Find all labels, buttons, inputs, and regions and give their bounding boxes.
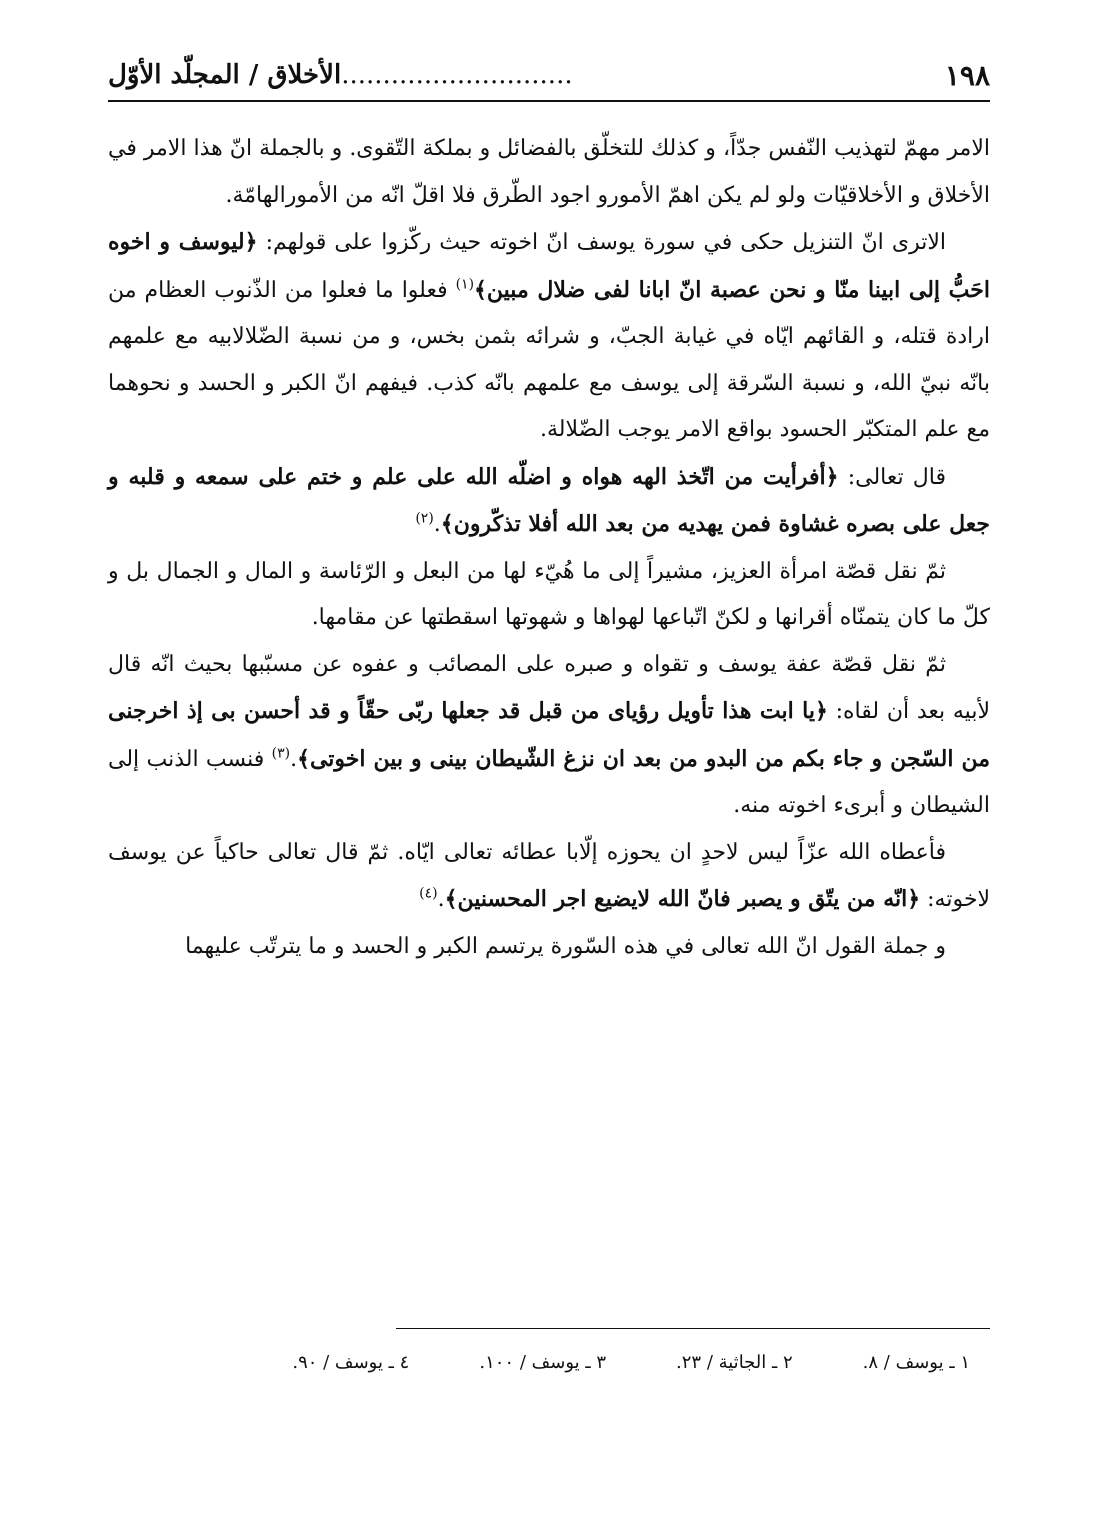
paragraph-6 bbox=[108, 830, 990, 924]
paragraph-3 bbox=[108, 454, 990, 549]
page-number: ١٩٨ bbox=[944, 58, 990, 92]
text-run: الاترى انّ التنزيل حكى في سورة يوسف انّ اخوته حيث ركّزوا على قولهم: bbox=[257, 230, 946, 255]
text-run: فنسب الذنب إلى الشيطان و أبرىء اخوته منه. bbox=[108, 746, 990, 818]
leader-dots: ............................ bbox=[341, 60, 573, 90]
text-run: الامر مهمّ لتهذيب النّفس جدّاً، و كذلك للتخلّق بالفضائل و بملكة التّقوى. و بالجملة انّ هذا الامر في الأخلاق و الأخلاقيّات ولو لم يكن اهمّ الأمورو اجود الطّرق فلا اقلّ انّه من الأمورالهامّة. bbox=[108, 136, 990, 208]
footnotes bbox=[108, 1352, 990, 1373]
text-run: . bbox=[290, 746, 298, 772]
footnote-2: ٢ ـ الجاثية / ٢٣. bbox=[676, 1352, 793, 1373]
quran-quote: ﴿ليوسف و اخوه احَبُّ إلى ابينا منّا و نحن عصبة انّ ابانا لفى ضلال مبين﴾ bbox=[108, 229, 990, 303]
text-run: . bbox=[433, 512, 441, 537]
footnote-4: ٤ ـ يوسف / ٩٠. bbox=[292, 1352, 410, 1373]
text-run: . bbox=[437, 887, 445, 912]
running-title: الأخلاق / المجلّد الأوّل bbox=[108, 60, 342, 90]
paragraph-7 bbox=[108, 924, 990, 971]
footnote-1: ١ ـ يوسف / ٨. bbox=[862, 1352, 970, 1373]
footnote-ref: (٤) bbox=[419, 885, 438, 902]
footnote-rule bbox=[396, 1328, 990, 1329]
text-run: فعلوا ما فعلوا من الذّنوب العظام من ارادة قتله، و القائهم ايّاه في غيابة الجبّ، و شرائه بثمن بخس، و من نسبة الضّلالابيه مع علمهم بانّه نبيّ الله، و نسبة السّرقة إلى يوسف مع علمهم بانّه كذب. فيفهم انّ الكبر و الحسد و نحوهما مع علم المتكبّر الحسود بواقع الامر يوجب الضّلالة. bbox=[108, 277, 990, 442]
text-run: قال تعالى: bbox=[838, 464, 946, 490]
quran-quote: ﴿انّه من يتّق و يصبر فانّ الله لايضيع اجر المحسنين﴾ bbox=[444, 886, 921, 912]
footnote-ref: (٣) bbox=[271, 745, 291, 762]
text-run: ثمّ نقل قصّة امرأة العزيز، مشيراً إلى ما هُيّء لها من البعل و الرّئاسة و المال و الجمال بل و كلّ ما كان يتمنّاه أقرانها و لكنّ اتّباعها لهواها و شهوتها اسقطتها عن مقامها. bbox=[108, 558, 990, 630]
quran-quote: ﴿يا ابت هذا تأويل رؤياى من قبل قد جعلها ربّى حقّاً و قد أحسن بى إذ اخرجنى من السّجن و جاء بكم من البدو من بعد ان نزغ الشّيطان بينى و بين اخوتى﴾ bbox=[108, 698, 990, 772]
text-run: ثمّ نقل قصّة عفة يوسف و تقواه و صبره على المصائب و عفوه عن مسبّبها بحيث انّه قال لأبيه بعد أن لقاه: bbox=[108, 651, 990, 724]
header-rule bbox=[108, 100, 990, 102]
quran-quote: ﴿أفرأيت من اتّخذ الهه هواه و اضلّه الله على علم و ختم على سمعه و قلبه و جعل على بصره غشاوة فمن يهديه من بعد الله أفلا تذكّرون﴾ bbox=[108, 463, 990, 537]
text-run: فأعطاه الله عزّاً ليس لاحدٍ ان يحوزه إلّابا عطائه تعالى ايّاه. ثمّ قال تعالى حاكياً عن يوسف لاخوته: bbox=[108, 839, 990, 912]
text-run: و جملة القول انّ الله تعالى في هذه السّورة يرتسم الكبر و الحسد و ما يترتّب عليهما bbox=[185, 933, 946, 959]
footnote-ref: (١) bbox=[455, 276, 475, 293]
paragraph-1 bbox=[108, 126, 990, 219]
paragraph-5 bbox=[108, 642, 990, 830]
paragraph-2 bbox=[108, 219, 990, 454]
footnote-3: ٣ ـ يوسف / ١٠٠. bbox=[479, 1352, 607, 1373]
footnote-ref: (٢) bbox=[415, 510, 434, 527]
page-header bbox=[108, 52, 990, 98]
running-title-group bbox=[108, 60, 573, 90]
paragraph-4 bbox=[108, 549, 990, 642]
body-text bbox=[108, 126, 990, 970]
